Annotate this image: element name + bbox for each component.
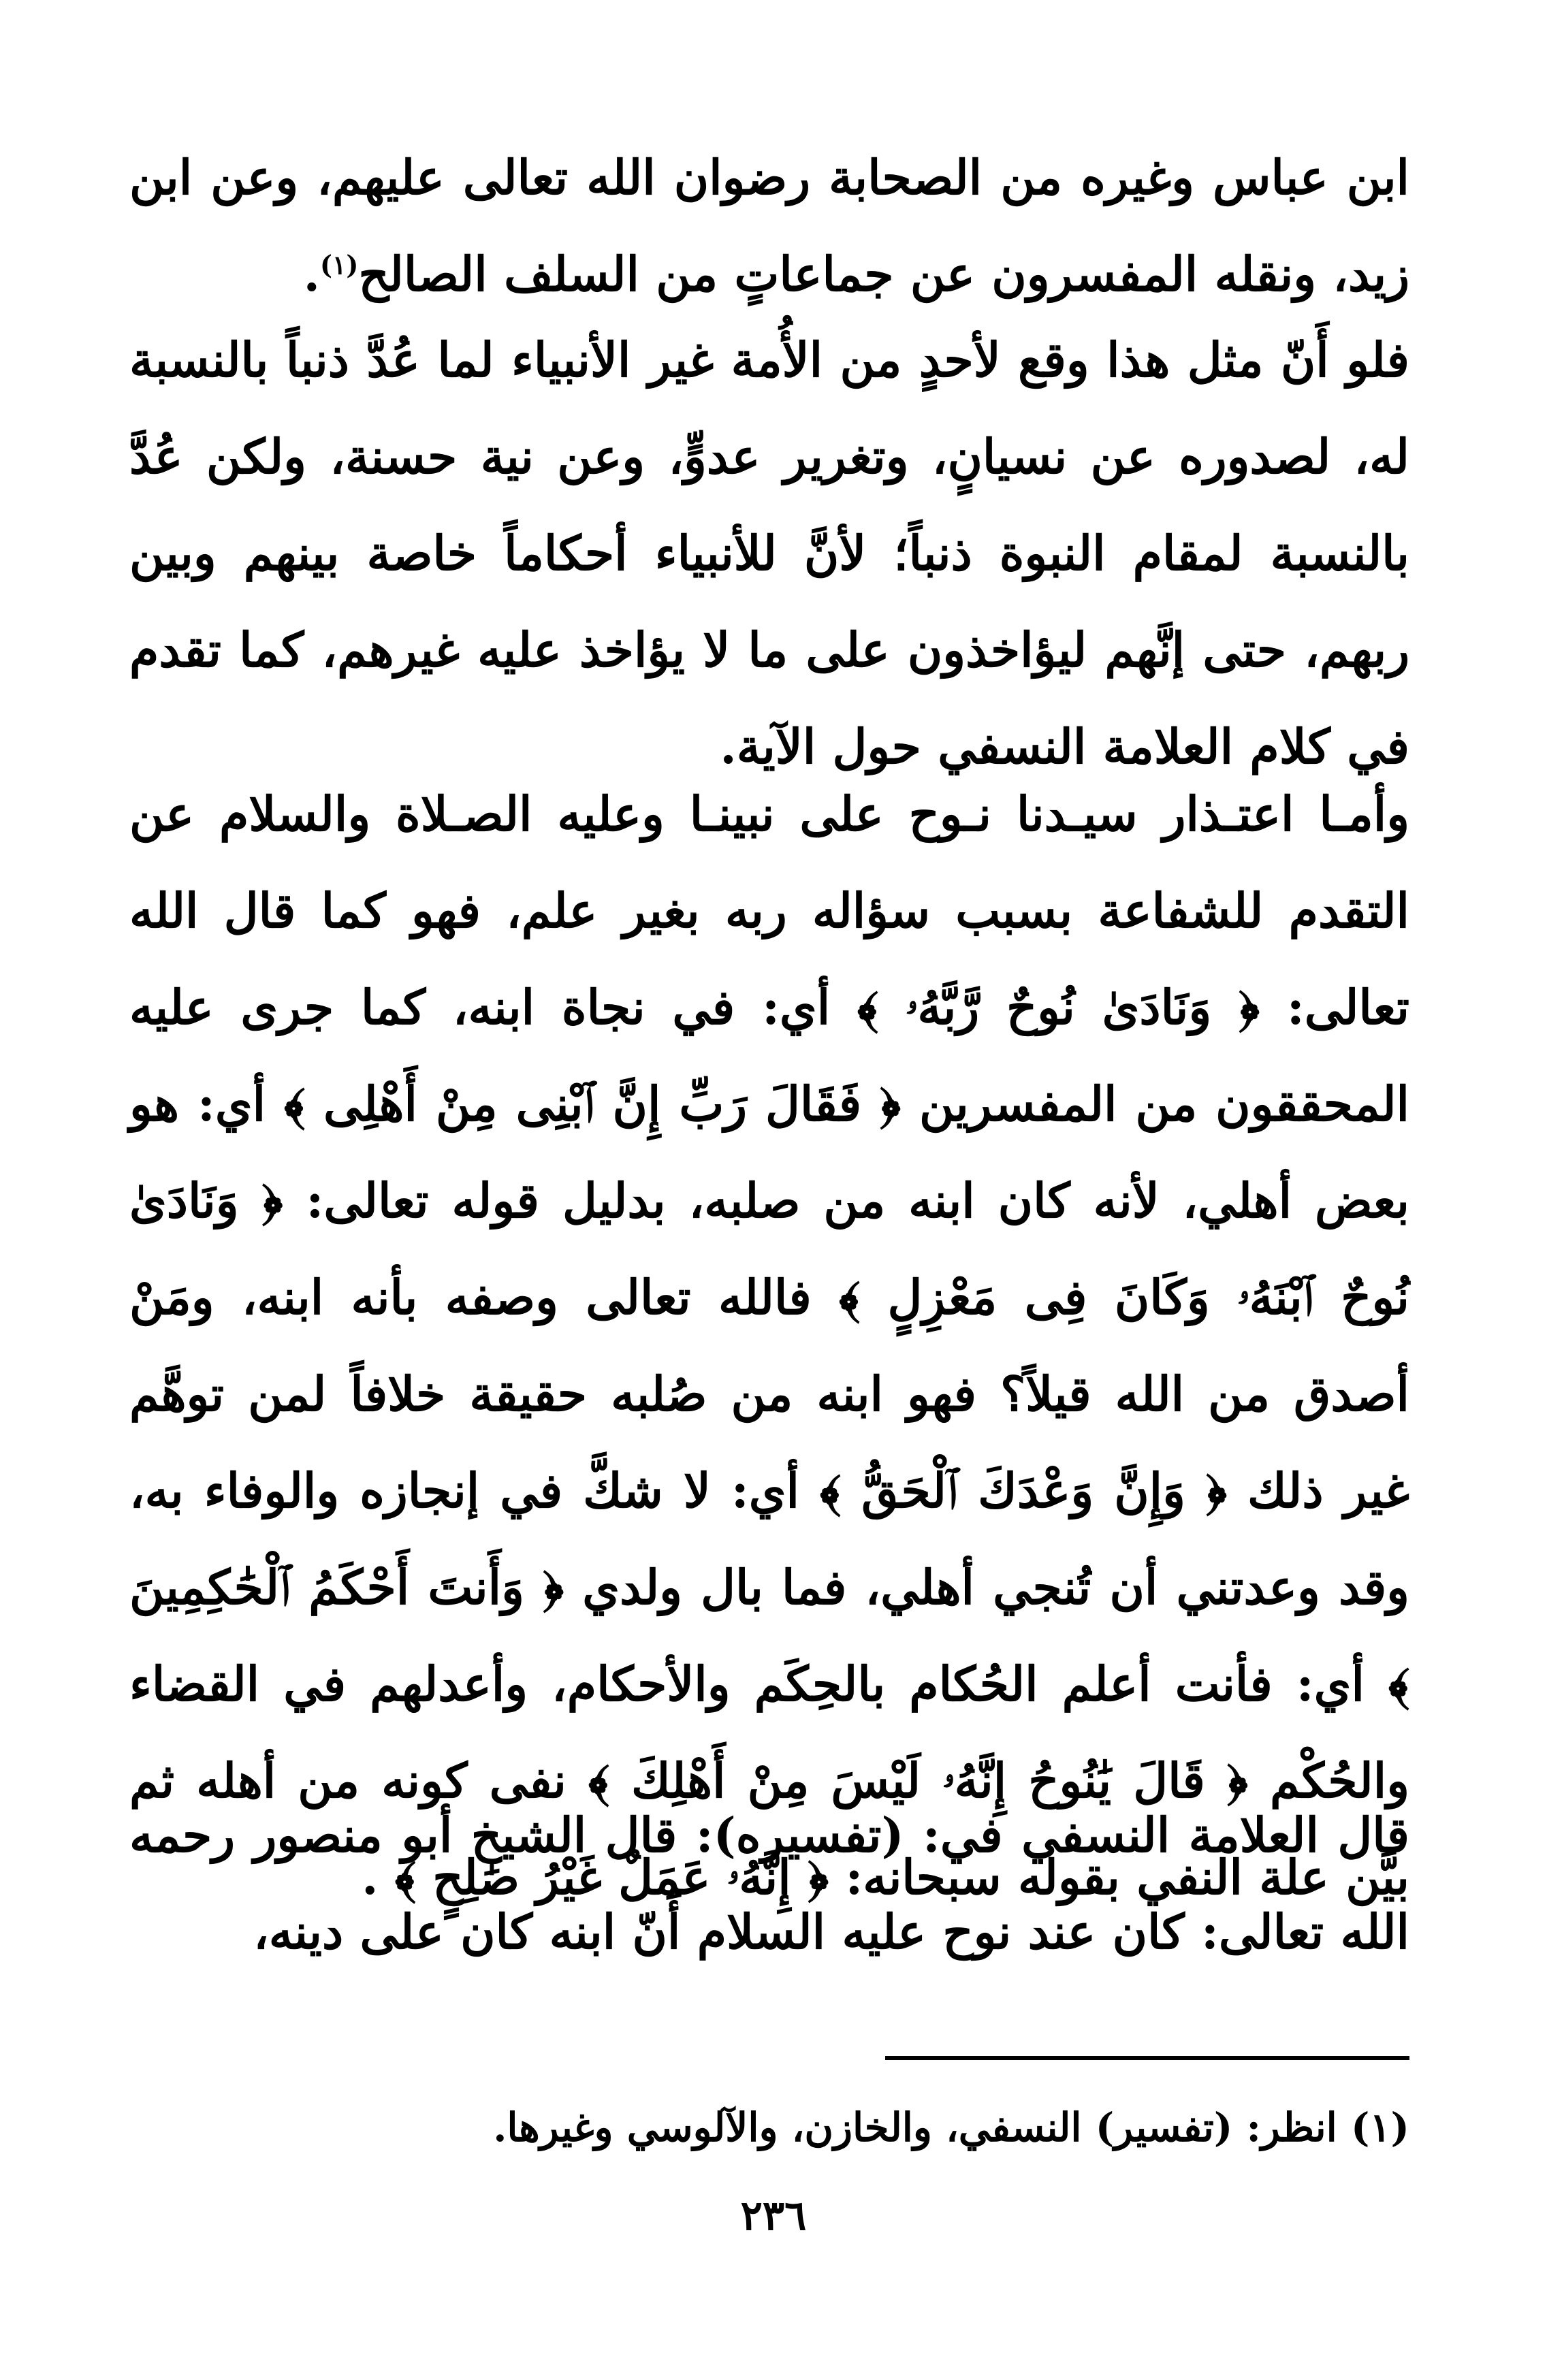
- footnote: (١) انظر: (تفسير) النسفي، والخازن، والآلوسي وغيرها.: [493, 2104, 1409, 2151]
- footnote-divider: [885, 2056, 1409, 2060]
- paragraph-2: [129, 312, 1409, 795]
- paragraph-3-text: وأمـا اعتـذار سيـدنا نـوح على نبينـا وعليه الصـلاة والسلام عن التقدم للشفاعة بسبب سؤاله ربه بغير علم، فهو كما قال الله تعالى: ﴿ وَنَادَىٰ نُوحٌ رَّبَّهُۥ ﴾ أي: في نجاة ابنه، كما جرى عليه المحققون من المفسرين ﴿ فَقَالَ رَبِّ إِنَّ ٱبْنِى مِنْ أَهْلِى ﴾ أي: هو بعض أهلي، لأنه كان ابنه من صلبه، بدليل قوله تعالى: ﴿ وَنَادَىٰ نُوحٌ ٱبْنَهُۥ وَكَانَ فِى مَعْزِلٍ ﴾ فالله تعالى وصفه بأنه ابنه، ومَنْ أصدق من الله قيلاً؟ فهو ابنه من صُلبه حقيقة خلافاً لمن توهَّم غير ذلك ﴿ وَإِنَّ وَعْدَكَ ٱلْحَقُّ ﴾ أي: لا شكَّ في إنجازه والوفاء به، وقد وعدتني أن تُنجي أهلي، فما بال ولدي ﴿ وَأَنتَ أَحْكَمُ ٱلْحَٰكِمِينَ ﴾ أي: فأنت أعلم الحُكام بالحِكَم والأحكام، وأعدلهم في القضاء والحُكْم ﴿ قَالَ يَٰنُوحُ إِنَّهُۥ لَيْسَ مِنْ أَهْلِكَ ﴾ نفى كونه من أهله ثم بيَّن علة النفي بقوله سبحانه: ﴿ إِنَّهُۥ عَمَلٌ غَيْرُ صَٰلِحٍ ﴾ .: [129, 786, 1409, 1905]
- paragraph-4-text: قال العلامة النسفي في: (تفسيره): قال الشيخ أبو منصور رحمه الله تعالى: كان عند نوح عليه السلام أَنّ ابنه كان على دينه،: [129, 1807, 1409, 1960]
- paragraph-2-text: فلو أَنّ مثل هذا وقع لأحدٍ من الأُمة غير الأنبياء لما عُدَّ ذنباً بالنسبة له، لصدوره عن نسيانٍ، وتغرير عدوٍّ، وعن نية حسنة، ولكن عُدَّ بالنسبة لمقام النبوة ذنباً؛ لأنَّ للأنبياء أحكاماً خاصة بينهم وبين ربهم، حتى إنَّهم ليؤاخذون على ما لا يؤاخذ عليه غيرهم، كما تقدم في كلام العلامة النسفي حول الآية.: [129, 332, 1409, 775]
- footnote-reference[interactable]: (١): [319, 249, 359, 280]
- page-number: ٢٣٦: [740, 2192, 807, 2240]
- paragraph-1-text: ابن عباس وغيره من الصحابة رضوان الله تعالى عليهم، وعن ابن زيد، ونقله المفسرون عن جماعاتٍ من السلف الصالح: [129, 149, 1409, 302]
- paragraph-4: [129, 1787, 1409, 1980]
- paragraph-1-tail: .: [303, 246, 320, 302]
- paragraph-3: [129, 766, 1409, 1926]
- paragraph-1: [129, 129, 1409, 323]
